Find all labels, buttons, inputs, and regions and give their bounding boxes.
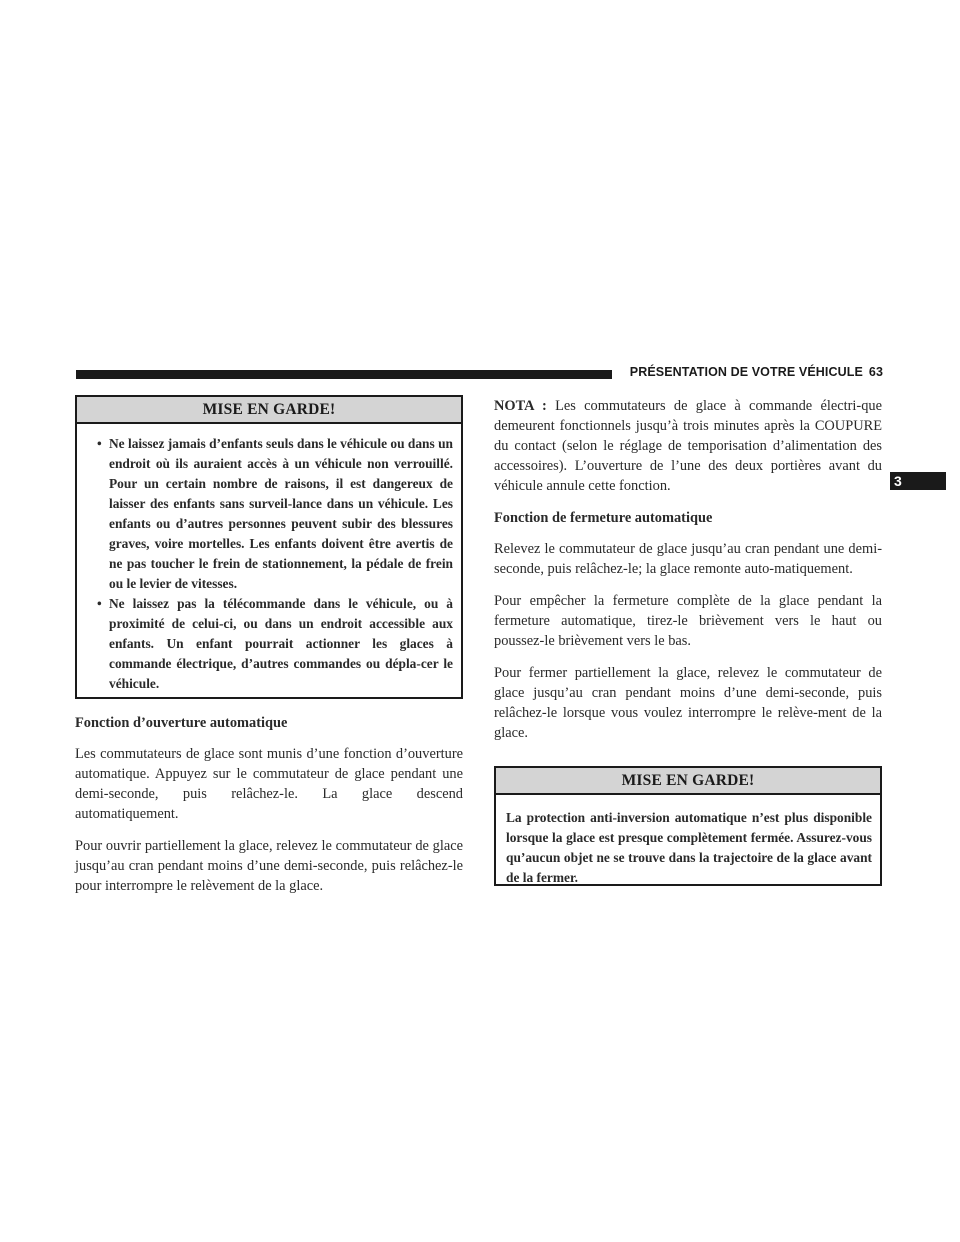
warning-body — [77, 424, 461, 694]
header-rule — [76, 370, 612, 379]
page-number: 63 — [868, 365, 883, 379]
note-label: NOTA : — [494, 398, 547, 414]
note-paragraph — [494, 396, 882, 496]
running-header — [621, 365, 883, 379]
paragraph: Pour empêcher la fermeture complète de la glace pendant la fermeture automatique, tirez-le brièvement vers le haut ou poussez-le brièvement vers le bas. — [494, 593, 882, 649]
bullet-icon: • — [97, 596, 102, 611]
paragraph: Pour fermer partiellement la glace, relevez le commutateur de glace jusqu’au cran pendant moins d’une demi-seconde, puis relâchez-le lorsque vous voulez interrompre le relève-ment de la glace. — [494, 665, 882, 741]
warning-title: MISE EN GARDE! — [496, 768, 880, 795]
warning-box — [75, 395, 463, 699]
paragraph: Pour ouvrir partiellement la glace, relevez le commutateur de glace jusqu’au cran pendant moins d’une demi-seconde, puis relâchez-le pour interrompre le relèvement de la glace. — [75, 838, 463, 894]
warning-body: La protection anti-inversion automatique n’est plus disponible lorsque la glace est presque complètement fermée. Assurez-vous qu’aucun objet ne se trouve dans la trajectoire de la glace avant de la fermer. — [506, 810, 872, 885]
section-title: PRÉSENTATION DE VOTRE VÉHICULE — [629, 365, 863, 379]
warning-bullet: • Ne laissez jamais d’enfants seuls dans le véhicule ou dans un endroit où ils auraient accès à un véhicule non verrouillé. Pour un certain nombre de raisons, il est dangereux de laisser des enfants sans surveil-lance dans un véhicule. Les enfants ou d’autres personnes peuvent subir des blessures graves, voire mortelles. Les enfants doivent être avertis de ne pas toucher le frein de stationnement, la pédale de frein ou le levier de vitesses. — [97, 436, 453, 591]
warning-box — [494, 766, 882, 886]
warning-title: MISE EN GARDE! — [77, 397, 461, 424]
note-text: Les commutateurs de glace à commande électri-que demeurent fonctionnels jusqu’à trois minutes après la COUPURE du contact (selon le réglage de temporisation d’alimentation des accessoires). L’ouverture de l’une des deux portières avant du véhicule annule cette fonction. — [494, 398, 882, 494]
section-heading: Fonction d’ouverture automatique — [75, 715, 288, 731]
bullet-icon: • — [97, 436, 102, 451]
warning-bullet: • Ne laissez pas la télécommande dans le véhicule, ou à proximité de celui-ci, ou dans un endroit accessible aux enfants. Un enfant pourrait actionner les glaces à commande électrique, d’autres commandes ou dépla-cer le véhicule. — [97, 596, 453, 691]
chapter-tab: 3 — [890, 472, 946, 490]
right-column — [494, 396, 882, 886]
section-heading: Fonction de fermeture automatique — [494, 510, 713, 526]
paragraph: Relevez le commutateur de glace jusqu’au cran pendant une demi-seconde, puis relâchez-le; la glace remonte auto-matiquement. — [494, 541, 882, 577]
paragraph: Les commutateurs de glace sont munis d’une fonction d’ouverture automatique. Appuyez sur le commutateur de glace pendant une demi-seconde, puis relâchez-le. La glace descend automatiquement. — [75, 746, 463, 822]
left-column — [75, 395, 463, 896]
warning-bullet-list — [85, 434, 453, 694]
